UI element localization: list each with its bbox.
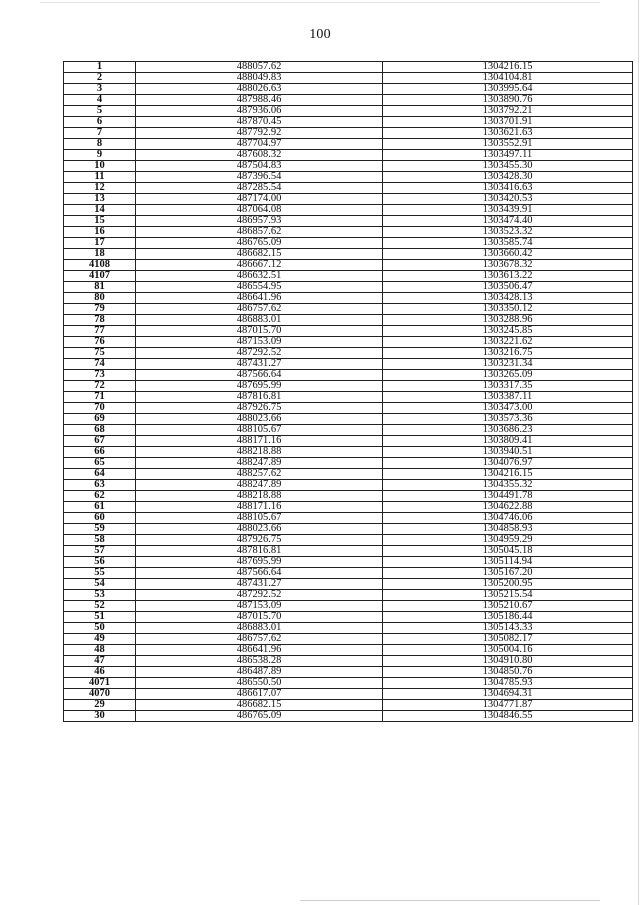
x-coordinate-cell: 487174.00 — [136, 194, 383, 205]
x-coordinate-cell: 486632.51 — [136, 271, 383, 282]
point-number-cell: 75 — [64, 348, 136, 359]
table-row — [64, 634, 633, 645]
point-number-cell: 80 — [64, 293, 136, 304]
x-coordinate-cell: 487064.08 — [136, 205, 383, 216]
y-coordinate-cell: 1305114.94 — [383, 557, 633, 568]
table-row — [64, 480, 633, 491]
x-coordinate-cell: 487566.64 — [136, 370, 383, 381]
point-number-cell: 2 — [64, 73, 136, 84]
table-row — [64, 326, 633, 337]
table-row — [64, 447, 633, 458]
y-coordinate-cell: 1305167.20 — [383, 568, 633, 579]
x-coordinate-cell: 486883.01 — [136, 623, 383, 634]
table-row — [64, 667, 633, 678]
point-number-cell: 8 — [64, 139, 136, 150]
y-coordinate-cell: 1303350.12 — [383, 304, 633, 315]
point-number-cell: 30 — [64, 711, 136, 722]
x-coordinate-cell: 487504.83 — [136, 161, 383, 172]
page-number: 100 — [309, 27, 331, 42]
point-number-cell: 48 — [64, 645, 136, 656]
y-coordinate-cell: 1304076.97 — [383, 458, 633, 469]
y-coordinate-cell: 1303792.21 — [383, 106, 633, 117]
y-coordinate-cell: 1303573.36 — [383, 414, 633, 425]
y-coordinate-cell: 1303613.22 — [383, 271, 633, 282]
y-coordinate-cell: 1304785.93 — [383, 678, 633, 689]
y-coordinate-cell: 1304910.80 — [383, 656, 633, 667]
y-coordinate-cell: 1303585.74 — [383, 238, 633, 249]
table-row — [64, 678, 633, 689]
x-coordinate-cell: 486765.09 — [136, 711, 383, 722]
point-number-cell: 1 — [64, 62, 136, 73]
point-number-cell: 47 — [64, 656, 136, 667]
point-number-cell: 55 — [64, 568, 136, 579]
point-number-cell: 50 — [64, 623, 136, 634]
point-number-cell: 81 — [64, 282, 136, 293]
table-row — [64, 205, 633, 216]
table-row — [64, 612, 633, 623]
point-number-cell: 60 — [64, 513, 136, 524]
x-coordinate-cell: 487926.75 — [136, 403, 383, 414]
point-number-cell: 4071 — [64, 678, 136, 689]
y-coordinate-cell: 1305045.18 — [383, 546, 633, 557]
table-row — [64, 700, 633, 711]
y-coordinate-cell: 1305186.44 — [383, 612, 633, 623]
table-row — [64, 469, 633, 480]
table-row — [64, 106, 633, 117]
point-number-cell: 64 — [64, 469, 136, 480]
table-row — [64, 502, 633, 513]
table-row — [64, 249, 633, 260]
table-row — [64, 535, 633, 546]
table-row — [64, 337, 633, 348]
table-row — [64, 304, 633, 315]
x-coordinate-cell: 488218.88 — [136, 447, 383, 458]
point-number-cell: 61 — [64, 502, 136, 513]
point-number-cell: 16 — [64, 227, 136, 238]
x-coordinate-cell: 487153.09 — [136, 601, 383, 612]
x-coordinate-cell: 486554.95 — [136, 282, 383, 293]
y-coordinate-cell: 1303940.51 — [383, 447, 633, 458]
y-coordinate-cell: 1305200.95 — [383, 579, 633, 590]
x-coordinate-cell: 488257.62 — [136, 469, 383, 480]
y-coordinate-cell: 1303231.34 — [383, 359, 633, 370]
table-row — [64, 216, 633, 227]
y-coordinate-cell: 1303506.47 — [383, 282, 633, 293]
x-coordinate-cell: 486617.07 — [136, 689, 383, 700]
y-coordinate-cell: 1305215.54 — [383, 590, 633, 601]
x-coordinate-cell: 487285.54 — [136, 183, 383, 194]
y-coordinate-cell: 1304355.32 — [383, 480, 633, 491]
point-number-cell: 3 — [64, 84, 136, 95]
point-number-cell: 63 — [64, 480, 136, 491]
point-number-cell: 78 — [64, 315, 136, 326]
point-number-cell: 10 — [64, 161, 136, 172]
point-number-cell: 49 — [64, 634, 136, 645]
y-coordinate-cell: 1304858.93 — [383, 524, 633, 535]
x-coordinate-cell: 487926.75 — [136, 535, 383, 546]
scan-edge-bottom — [300, 900, 600, 901]
point-number-cell: 70 — [64, 403, 136, 414]
table-row — [64, 260, 633, 271]
y-coordinate-cell: 1303428.13 — [383, 293, 633, 304]
scan-edge-top — [40, 2, 600, 3]
y-coordinate-cell: 1303416.63 — [383, 183, 633, 194]
x-coordinate-cell: 487015.70 — [136, 326, 383, 337]
point-number-cell: 17 — [64, 238, 136, 249]
scan-edge-right — [638, 0, 639, 905]
point-number-cell: 66 — [64, 447, 136, 458]
table-row — [64, 557, 633, 568]
y-coordinate-cell: 1303890.76 — [383, 95, 633, 106]
table-row — [64, 513, 633, 524]
x-coordinate-cell: 486757.62 — [136, 304, 383, 315]
table-row — [64, 458, 633, 469]
point-number-cell: 6 — [64, 117, 136, 128]
point-number-cell: 14 — [64, 205, 136, 216]
table-row — [64, 623, 633, 634]
table-row — [64, 161, 633, 172]
table-row — [64, 227, 633, 238]
x-coordinate-cell: 488247.89 — [136, 458, 383, 469]
x-coordinate-cell: 487015.70 — [136, 612, 383, 623]
table-row — [64, 381, 633, 392]
x-coordinate-cell: 486883.01 — [136, 315, 383, 326]
point-number-cell: 5 — [64, 106, 136, 117]
table-row — [64, 348, 633, 359]
x-coordinate-cell: 487431.27 — [136, 359, 383, 370]
x-coordinate-cell: 486550.50 — [136, 678, 383, 689]
coordinates-table — [63, 61, 633, 722]
point-number-cell: 74 — [64, 359, 136, 370]
y-coordinate-cell: 1304771.87 — [383, 700, 633, 711]
point-number-cell: 71 — [64, 392, 136, 403]
x-coordinate-cell: 487431.27 — [136, 579, 383, 590]
y-coordinate-cell: 1304850.76 — [383, 667, 633, 678]
table-row — [64, 95, 633, 106]
x-coordinate-cell: 486641.96 — [136, 645, 383, 656]
y-coordinate-cell: 1304959.29 — [383, 535, 633, 546]
point-number-cell: 46 — [64, 667, 136, 678]
table-row — [64, 282, 633, 293]
x-coordinate-cell: 487292.52 — [136, 590, 383, 601]
x-coordinate-cell: 488171.16 — [136, 502, 383, 513]
y-coordinate-cell: 1303439.91 — [383, 205, 633, 216]
table-row — [64, 293, 633, 304]
y-coordinate-cell: 1303621.63 — [383, 128, 633, 139]
point-number-cell: 54 — [64, 579, 136, 590]
y-coordinate-cell: 1303995.64 — [383, 84, 633, 95]
point-number-cell: 67 — [64, 436, 136, 447]
point-number-cell: 53 — [64, 590, 136, 601]
y-coordinate-cell: 1303420.53 — [383, 194, 633, 205]
table-row — [64, 425, 633, 436]
coordinates-table-body — [64, 62, 633, 722]
point-number-cell: 57 — [64, 546, 136, 557]
y-coordinate-cell: 1303678.32 — [383, 260, 633, 271]
table-row — [64, 62, 633, 73]
point-number-cell: 29 — [64, 700, 136, 711]
y-coordinate-cell: 1303317.35 — [383, 381, 633, 392]
y-coordinate-cell: 1305082.17 — [383, 634, 633, 645]
y-coordinate-cell: 1303497.11 — [383, 150, 633, 161]
point-number-cell: 15 — [64, 216, 136, 227]
table-row — [64, 194, 633, 205]
y-coordinate-cell: 1304746.06 — [383, 513, 633, 524]
point-number-cell: 4 — [64, 95, 136, 106]
table-row — [64, 590, 633, 601]
y-coordinate-cell: 1303221.62 — [383, 337, 633, 348]
point-number-cell: 73 — [64, 370, 136, 381]
x-coordinate-cell: 487816.81 — [136, 392, 383, 403]
y-coordinate-cell: 1303387.11 — [383, 392, 633, 403]
point-number-cell: 59 — [64, 524, 136, 535]
point-number-cell: 12 — [64, 183, 136, 194]
point-number-cell: 13 — [64, 194, 136, 205]
table-row — [64, 601, 633, 612]
point-number-cell: 65 — [64, 458, 136, 469]
x-coordinate-cell: 488247.89 — [136, 480, 383, 491]
y-coordinate-cell: 1303245.85 — [383, 326, 633, 337]
x-coordinate-cell: 486487.89 — [136, 667, 383, 678]
point-number-cell: 4070 — [64, 689, 136, 700]
point-number-cell: 9 — [64, 150, 136, 161]
point-number-cell: 68 — [64, 425, 136, 436]
y-coordinate-cell: 1303701.91 — [383, 117, 633, 128]
x-coordinate-cell: 487816.81 — [136, 546, 383, 557]
x-coordinate-cell: 487695.99 — [136, 381, 383, 392]
y-coordinate-cell: 1304491.78 — [383, 491, 633, 502]
x-coordinate-cell: 488105.67 — [136, 425, 383, 436]
table-row — [64, 491, 633, 502]
y-coordinate-cell: 1305210.67 — [383, 601, 633, 612]
x-coordinate-cell: 487988.46 — [136, 95, 383, 106]
x-coordinate-cell: 486765.09 — [136, 238, 383, 249]
point-number-cell: 11 — [64, 172, 136, 183]
x-coordinate-cell: 487792.92 — [136, 128, 383, 139]
x-coordinate-cell: 486857.62 — [136, 227, 383, 238]
table-row — [64, 656, 633, 667]
table-row — [64, 579, 633, 590]
table-row — [64, 271, 633, 282]
y-coordinate-cell: 1303455.30 — [383, 161, 633, 172]
table-row — [64, 568, 633, 579]
y-coordinate-cell: 1304846.55 — [383, 711, 633, 722]
x-coordinate-cell: 488171.16 — [136, 436, 383, 447]
table-row — [64, 117, 633, 128]
y-coordinate-cell: 1304104.81 — [383, 73, 633, 84]
x-coordinate-cell: 488023.66 — [136, 524, 383, 535]
y-coordinate-cell: 1304622.88 — [383, 502, 633, 513]
point-number-cell: 69 — [64, 414, 136, 425]
point-number-cell: 51 — [64, 612, 136, 623]
y-coordinate-cell: 1303809.41 — [383, 436, 633, 447]
point-number-cell: 4107 — [64, 271, 136, 282]
point-number-cell: 76 — [64, 337, 136, 348]
x-coordinate-cell: 488026.63 — [136, 84, 383, 95]
table-row — [64, 524, 633, 535]
table-row — [64, 183, 633, 194]
table-row — [64, 172, 633, 183]
point-number-cell: 4108 — [64, 260, 136, 271]
point-number-cell: 58 — [64, 535, 136, 546]
y-coordinate-cell: 1303473.00 — [383, 403, 633, 414]
x-coordinate-cell: 486682.15 — [136, 249, 383, 260]
y-coordinate-cell: 1303216.75 — [383, 348, 633, 359]
x-coordinate-cell: 486667.12 — [136, 260, 383, 271]
y-coordinate-cell: 1305004.16 — [383, 645, 633, 656]
table-row — [64, 436, 633, 447]
table-row — [64, 150, 633, 161]
x-coordinate-cell: 487704.97 — [136, 139, 383, 150]
x-coordinate-cell: 487292.52 — [136, 348, 383, 359]
y-coordinate-cell: 1304694.31 — [383, 689, 633, 700]
x-coordinate-cell: 488049.83 — [136, 73, 383, 84]
point-number-cell: 56 — [64, 557, 136, 568]
table-row — [64, 359, 633, 370]
table-row — [64, 128, 633, 139]
point-number-cell: 79 — [64, 304, 136, 315]
x-coordinate-cell: 488105.67 — [136, 513, 383, 524]
point-number-cell: 52 — [64, 601, 136, 612]
x-coordinate-cell: 488023.66 — [136, 414, 383, 425]
x-coordinate-cell: 487396.54 — [136, 172, 383, 183]
table-row — [64, 315, 633, 326]
x-coordinate-cell: 487566.64 — [136, 568, 383, 579]
y-coordinate-cell: 1304216.15 — [383, 62, 633, 73]
y-coordinate-cell: 1303552.91 — [383, 139, 633, 150]
table-row — [64, 238, 633, 249]
x-coordinate-cell: 487608.32 — [136, 150, 383, 161]
table-row — [64, 392, 633, 403]
y-coordinate-cell: 1304216.15 — [383, 469, 633, 480]
table-row — [64, 403, 633, 414]
point-number-cell: 18 — [64, 249, 136, 260]
table-row — [64, 84, 633, 95]
y-coordinate-cell: 1305143.33 — [383, 623, 633, 634]
y-coordinate-cell: 1303523.32 — [383, 227, 633, 238]
point-number-cell: 77 — [64, 326, 136, 337]
table-row — [64, 689, 633, 700]
table-row — [64, 370, 633, 381]
x-coordinate-cell: 487153.09 — [136, 337, 383, 348]
x-coordinate-cell: 486957.93 — [136, 216, 383, 227]
x-coordinate-cell: 487695.99 — [136, 557, 383, 568]
x-coordinate-cell: 488057.62 — [136, 62, 383, 73]
table-row — [64, 414, 633, 425]
x-coordinate-cell: 487936.06 — [136, 106, 383, 117]
y-coordinate-cell: 1303474.40 — [383, 216, 633, 227]
point-number-cell: 7 — [64, 128, 136, 139]
x-coordinate-cell: 486641.96 — [136, 293, 383, 304]
y-coordinate-cell: 1303265.09 — [383, 370, 633, 381]
y-coordinate-cell: 1303660.42 — [383, 249, 633, 260]
table-row — [64, 73, 633, 84]
x-coordinate-cell: 486538.28 — [136, 656, 383, 667]
y-coordinate-cell: 1303288.96 — [383, 315, 633, 326]
point-number-cell: 62 — [64, 491, 136, 502]
table-row — [64, 546, 633, 557]
x-coordinate-cell: 486757.62 — [136, 634, 383, 645]
x-coordinate-cell: 486682.15 — [136, 700, 383, 711]
x-coordinate-cell: 487870.45 — [136, 117, 383, 128]
y-coordinate-cell: 1303428.30 — [383, 172, 633, 183]
table-row — [64, 645, 633, 656]
table-row — [64, 139, 633, 150]
y-coordinate-cell: 1303686.23 — [383, 425, 633, 436]
x-coordinate-cell: 488218.88 — [136, 491, 383, 502]
point-number-cell: 72 — [64, 381, 136, 392]
table-row — [64, 711, 633, 722]
